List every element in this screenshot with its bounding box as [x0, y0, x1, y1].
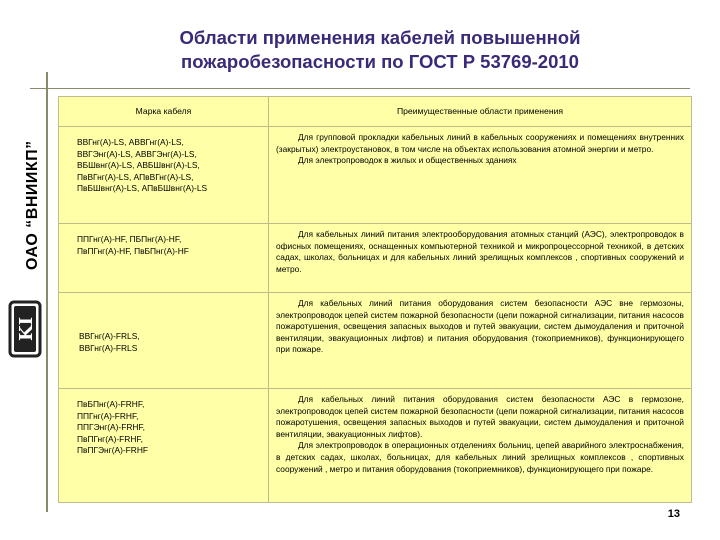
- cable-brands-cell: [59, 389, 269, 503]
- cable-brand: ВБШвнг(А)-LS, АВБШвнг(А)-LS,: [77, 160, 200, 171]
- page-number: 13: [667, 508, 680, 520]
- application-cell: [269, 293, 692, 389]
- page-title: [110, 26, 650, 74]
- title-line-2: пожаробезопасности по ГОСТ Р 53769-2010: [181, 51, 579, 72]
- cable-brands-cell: [59, 293, 269, 389]
- cable-brand: ППГнг(А)-FRHF,: [77, 410, 139, 421]
- cable-brands-cell: [59, 127, 269, 224]
- application-cell: [269, 224, 692, 293]
- cable-brand: ППГнг(А)-HF, ПБПнг(А)-HF,: [77, 234, 182, 244]
- vertical-divider: [46, 72, 48, 512]
- application-cell: [269, 127, 692, 224]
- cable-brand: ВВГнг(А)-FRLS: [79, 342, 138, 353]
- application-text: Для электропроводок в операционных отделениях больниц, цепей аварийного электроснабжения, в детских садах, школах, больницах, для кабельных линий зрелищных комплексов , спортивных сооружений , метро и питания оборудования (токоприемников), функционирующего при пожаре.: [276, 440, 684, 474]
- cable-brand: ВВГнг(А)-LS, АВВГнг(А)-LS,: [77, 137, 184, 147]
- application-text: Для кабельных линий питания электрооборудования атомных станций (АЭС), электропроводок в офисных помещениях, оснащенных компьютерной техникой и микропроцессорной техникой, в детских садах, школах, больницах и для кабельных линий зрелищных комплексов , спортивных сооружений и метро.: [276, 229, 684, 274]
- header-application-areas: Преимущественные области применения: [269, 97, 692, 127]
- company-name: ОАО “ВНИИКП”: [24, 140, 41, 270]
- application-text: Для групповой прокладки кабельных линий в кабельных сооружениях и помещениях внутренних (закрытых) электроустановок, в том числе на объектах использования атомной энергии и метро.: [276, 132, 684, 154]
- application-text: Для кабельных линий питания оборудования систем безопасности АЭС вне гермозоны, электропроводок цепей систем пожарной безопасности (цепи пожарной сигнализации, питания насосов пожаротушения, освещения запасных выходов и путей эвакуации, систем дымоудаления и приточной вентиляции, эвакуационных лифтов) и питания оборудования (токоприемников), функционирующего при пожаре.: [276, 298, 684, 355]
- table-row: [59, 293, 692, 389]
- table-header-row: [59, 97, 692, 127]
- table-row: [59, 224, 692, 293]
- cable-brand: ПвБШвнг(А)-LS, АПвБШвнг(А)-LS: [77, 183, 208, 194]
- cable-brand: ВВГЭнг(А)-LS, АВВГЭнг(А)-LS,: [77, 148, 197, 159]
- cable-brand: ПвПГЭнг(А)-FRHF: [77, 445, 149, 456]
- cable-brand: ПвПГнг(А)-FRHF,: [77, 433, 143, 444]
- table-row: [59, 127, 692, 224]
- application-text: Для кабельных линий питания оборудования систем безопасности АЭС в гермозоне, электропроводок цепей систем пожарной безопасности (цепи пожарной сигнализации, питания насосов пожаротушения, освещения запасных выходов и путей эвакуации, систем дымоудаления и приточной вентиляции, эвакуационных лифтов).: [276, 394, 684, 439]
- cable-brand: ПвПГнг(А)-HF, ПвБПнг(А)-HF: [77, 245, 189, 256]
- cable-brand: ПвБПнг(А)-FRHF,: [77, 399, 145, 409]
- cable-brands-cell: [59, 224, 269, 293]
- header-cable-brand: Марка кабеля: [59, 97, 269, 127]
- horizontal-divider: [30, 88, 690, 89]
- company-logo: [8, 300, 42, 358]
- cable-brand: ППГЭнг(А)-FRHF,: [77, 422, 145, 433]
- logo-lettering: KI: [16, 316, 37, 342]
- cable-brand: ПвВГнг(А)-LS, АПвВГнг(А)-LS,: [77, 171, 194, 182]
- application-text: Для электропроводок в жилых и общественных зданиях: [298, 155, 517, 166]
- cable-application-table: [58, 96, 692, 503]
- application-cell: [269, 389, 692, 503]
- cable-brand: ВВГнг(А)-FRLS,: [79, 331, 140, 341]
- title-line-1: Области применения кабелей повышенной: [179, 27, 581, 48]
- table-row: [59, 389, 692, 503]
